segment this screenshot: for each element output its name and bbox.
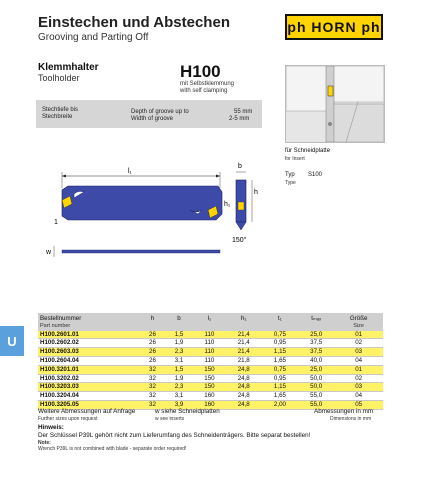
table-cell: 26 [140, 348, 165, 357]
section-tab-u: U [0, 326, 24, 356]
part-number-cell: H100.2602.02 [38, 339, 140, 348]
col-size-en: Size [334, 323, 383, 331]
table-cell: 3,1 [165, 392, 193, 401]
col-size: Größe [334, 313, 383, 323]
table-row [38, 392, 383, 401]
table-cell: 01 [334, 365, 383, 374]
table-cell: 32 [140, 392, 165, 401]
dimensions-en: Dimensions in mm [330, 416, 372, 422]
col-t1: t₁ [262, 313, 298, 323]
parts-table [38, 313, 383, 410]
further-sizes-en: Further sizes upon request [38, 416, 98, 422]
insert-type-label: Type [285, 180, 296, 186]
col-h: h [140, 313, 165, 323]
note-label: Note: [38, 440, 51, 446]
part-number-cell: H100.3202.02 [38, 374, 140, 383]
model-title: H100 [180, 62, 221, 81]
table-cell: 03 [334, 348, 383, 357]
table-cell: 150 [193, 365, 225, 374]
part-number-cell: H100.3204.04 [38, 392, 140, 401]
table-cell: 04 [334, 356, 383, 365]
clamp-de: mit Selbstklemmung [180, 81, 235, 87]
width-label-de: Stechbreite [42, 114, 73, 120]
part-number-cell: H100.3203.03 [38, 383, 140, 392]
col-h1: h₁ [226, 313, 262, 323]
table-header-row [38, 313, 383, 323]
table-row [38, 356, 383, 365]
width-label-en: Width of groove [131, 116, 174, 122]
table-cell: 40,0 [298, 356, 334, 365]
table-header-row-en [38, 323, 383, 331]
table-cell: 25,0 [298, 331, 334, 339]
grooving-illustration [285, 65, 385, 143]
part-number-cell: H100.2603.03 [38, 348, 140, 357]
table-cell: 3,9 [165, 400, 193, 409]
insert-typ-label: Typ [285, 172, 295, 178]
part-number-cell: H100.2601.01 [38, 331, 140, 339]
dim-l1: l₁ [128, 168, 132, 175]
table-cell: 02 [334, 374, 383, 383]
table-cell: 0,75 [262, 365, 298, 374]
table-row [38, 339, 383, 348]
toolholder-drawing [40, 158, 280, 268]
table-cell: 02 [334, 339, 383, 348]
table-cell: 3,1 [165, 356, 193, 365]
depth-label-en: Depth of groove up to [131, 109, 189, 115]
page-title: Einstechen und Abstechen [38, 14, 230, 31]
w-see-inserts-en: w see inserts [155, 416, 185, 422]
table-cell: 1,15 [262, 383, 298, 392]
table-cell: 26 [140, 356, 165, 365]
table-cell: 04 [334, 392, 383, 401]
section-name-en: Toolholder [38, 73, 80, 83]
hint-label: Hinweis: [38, 424, 64, 431]
dim-b: b [238, 163, 242, 170]
table-cell: 1,65 [262, 356, 298, 365]
col-l1: l₁ [193, 313, 225, 323]
table-row [38, 365, 383, 374]
table-cell: 05 [334, 400, 383, 409]
insert-for-en: for Insert [285, 156, 305, 162]
col-tmax: tₘₐₓ [298, 313, 334, 323]
dim-h: h [254, 189, 258, 196]
table-cell: 37,5 [298, 348, 334, 357]
mark-1: 1 [54, 219, 58, 226]
note-text: Wrench P39L is not combined with blade - separate order required! [38, 446, 187, 452]
table-cell: 01 [334, 331, 383, 339]
section-name-de: Klemmhalter [38, 62, 99, 73]
table-cell: 1,65 [262, 392, 298, 401]
table-cell: 24,8 [226, 374, 262, 383]
dim-h1: h₁ [224, 201, 231, 208]
table-cell: 110 [193, 339, 225, 348]
page-subtitle: Grooving and Parting Off [38, 32, 149, 43]
table-cell: 32 [140, 374, 165, 383]
table-cell: 21,4 [226, 348, 262, 357]
part-number-cell: H100.3201.01 [38, 365, 140, 374]
table-cell: 2,3 [165, 348, 193, 357]
table-cell: 26 [140, 331, 165, 339]
table-cell: 1,15 [262, 348, 298, 357]
dim-w: w [46, 249, 52, 256]
table-cell: 0,95 [262, 339, 298, 348]
table-cell: 24,8 [226, 392, 262, 401]
table-row [38, 383, 383, 392]
table-cell: 1,5 [165, 365, 193, 374]
table-cell: 0,95 [262, 374, 298, 383]
table-cell: 32 [140, 400, 165, 409]
table-cell: 21,8 [226, 356, 262, 365]
table-cell: 32 [140, 365, 165, 374]
table-cell: 25,0 [298, 365, 334, 374]
table-cell: 26 [140, 339, 165, 348]
table-cell: 110 [193, 348, 225, 357]
table-cell: 55,0 [298, 392, 334, 401]
table-cell: 2,3 [165, 383, 193, 392]
table-row [38, 348, 383, 357]
table-row [38, 331, 383, 339]
table-cell: 24,8 [226, 400, 262, 409]
part-number-cell: H100.3205.05 [38, 400, 140, 409]
table-cell: 160 [193, 392, 225, 401]
horn-logo: ph HORN ph [285, 14, 383, 40]
table-cell: 1,5 [165, 331, 193, 339]
depth-value: 55 mm [234, 109, 253, 115]
clamp-en: with self clamping [180, 88, 228, 94]
insert-for-de: für Schneidplatte [285, 148, 331, 154]
part-number-cell: H100.2604.04 [38, 356, 140, 365]
table-cell: 2,00 [262, 400, 298, 409]
table-cell: 37,5 [298, 339, 334, 348]
table-cell: 55,0 [298, 400, 334, 409]
table-cell: 21,4 [226, 331, 262, 339]
table-cell: 24,8 [226, 365, 262, 374]
further-sizes-de: Weitere Abmessungen auf Anfrage [38, 408, 136, 415]
table-cell: 1,9 [165, 339, 193, 348]
dim-angle: 150° [232, 237, 247, 244]
table-cell: 110 [193, 356, 225, 365]
depth-info-box [36, 100, 262, 128]
table-cell: 150 [193, 383, 225, 392]
table-row [38, 374, 383, 383]
width-value: 2-5 mm [229, 116, 250, 122]
col-part-number: Bestellnummer [38, 313, 140, 323]
w-see-inserts-de: w siehe Schneidplatten [155, 408, 220, 415]
table-cell: 50,0 [298, 374, 334, 383]
table-cell: 03 [334, 383, 383, 392]
table-cell: 110 [193, 331, 225, 339]
table-cell: 32 [140, 383, 165, 392]
table-cell: 0,75 [262, 331, 298, 339]
insert-type-value: S100 [308, 172, 323, 178]
hint-text: Der Schlüssel P39L gehört nicht zum Lieferumfang des Schneidenträgers. Bitte separat bestellen! [38, 432, 311, 439]
col-b: b [165, 313, 193, 323]
table-cell: 24,8 [226, 383, 262, 392]
col-part-number-en: Part number [38, 323, 140, 331]
depth-label-de: Stechtiefe bis [42, 107, 79, 113]
table-cell: 160 [193, 400, 225, 409]
table-cell: 21,4 [226, 339, 262, 348]
dimensions-de: Abmessungen in mm [314, 408, 374, 415]
table-cell: 1,9 [165, 374, 193, 383]
table-cell: 50,0 [298, 383, 334, 392]
table-cell: 150 [193, 374, 225, 383]
